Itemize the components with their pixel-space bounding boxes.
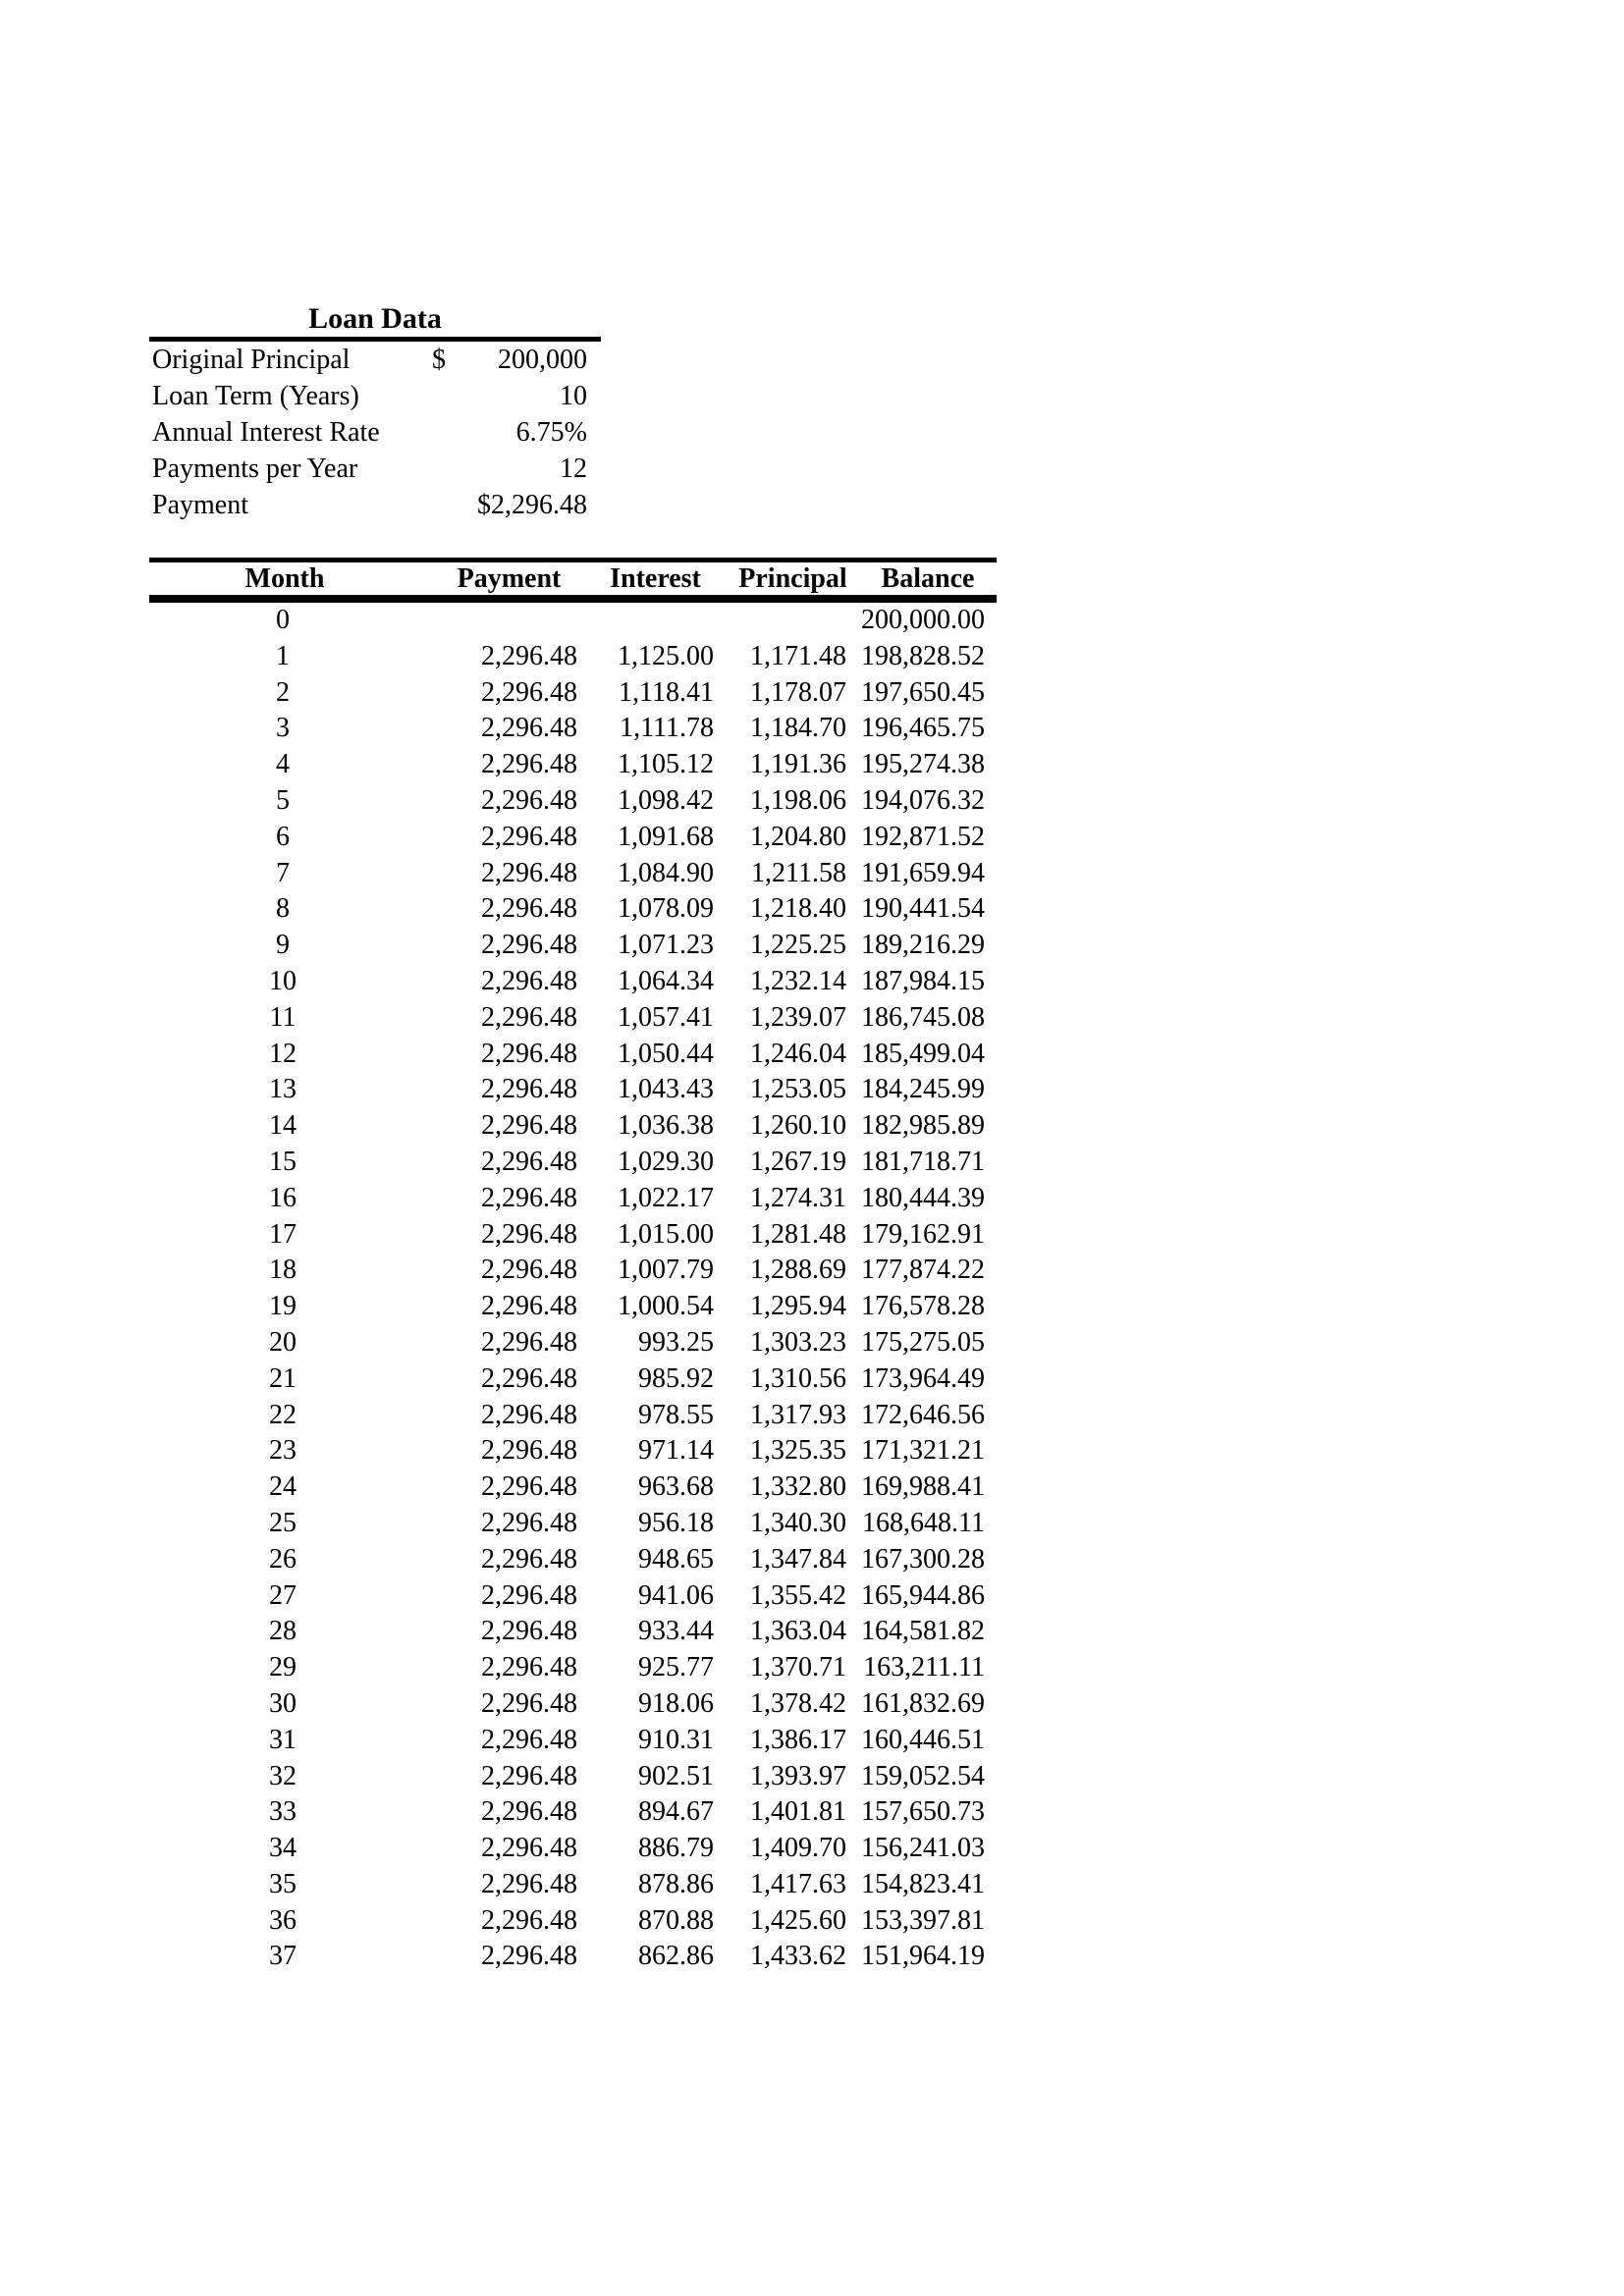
table-row [149, 1469, 997, 1506]
table-row [149, 1289, 997, 1325]
balance-cell: 197,650.45 [861, 676, 985, 708]
interest-cell: 1,118.41 [619, 676, 714, 708]
interest-cell: 918.06 [638, 1687, 714, 1719]
table-row [149, 1108, 997, 1145]
payment-cell [416, 599, 582, 639]
table-row [149, 1831, 997, 1867]
principal-cell: 1,433.62 [750, 1941, 846, 1972]
balance-cell: 164,581.82 [861, 1616, 985, 1647]
table-row [149, 1614, 997, 1650]
loan-data-title: Loan Data [308, 302, 442, 335]
interest-cell: 956.18 [638, 1507, 714, 1538]
interest-cell: 1,043.43 [618, 1074, 714, 1105]
month-cell: 13 [269, 1074, 297, 1105]
principal-cell: 1,303.23 [750, 1326, 846, 1358]
balance-cell: 161,832.69 [861, 1687, 985, 1719]
balance-cell: 157,650.73 [861, 1796, 985, 1828]
table-row [149, 1037, 997, 1073]
table-row [149, 1000, 997, 1037]
interest-cell: 910.31 [638, 1724, 714, 1755]
month-cell: 2 [276, 676, 290, 708]
principal-cell: 1,178.07 [750, 676, 846, 708]
balance-cell: 182,985.89 [861, 1110, 985, 1142]
payment-cell: 2,296.48 [481, 1471, 577, 1503]
month-cell: 7 [276, 857, 290, 888]
principal-cell: 1,425.60 [750, 1904, 846, 1936]
balance-cell: 180,444.39 [861, 1182, 985, 1213]
loan-field-value: 200,000 [498, 345, 587, 375]
loan-field-value: $2,296.48 [477, 490, 587, 520]
principal-cell: 1,417.63 [750, 1868, 846, 1899]
interest-cell: 971.14 [638, 1435, 714, 1467]
principal-cell: 1,310.56 [750, 1362, 846, 1394]
table-row [149, 675, 997, 712]
balance-cell: 160,446.51 [861, 1724, 985, 1755]
principal-cell: 1,198.06 [750, 784, 846, 816]
principal-cell: 1,184.70 [750, 713, 846, 744]
principal-cell: 1,246.04 [750, 1038, 846, 1069]
balance-cell: 185,499.04 [861, 1038, 985, 1069]
interest-cell: 978.55 [638, 1399, 714, 1430]
payment-cell: 2,296.48 [481, 1326, 577, 1358]
balance-cell: 156,241.03 [861, 1833, 985, 1864]
principal-cell: 1,340.30 [750, 1507, 846, 1538]
loan-data-row [149, 487, 601, 523]
interest-cell: 1,029.30 [618, 1146, 714, 1177]
amortization-table-body [149, 599, 997, 1975]
loan-field-label: Loan Term (Years) [152, 381, 359, 411]
payment-cell: 2,296.48 [481, 893, 577, 925]
payment-cell: 2,296.48 [481, 784, 577, 816]
month-cell: 28 [269, 1616, 297, 1647]
payment-cell: 2,296.48 [481, 640, 577, 671]
interest-cell: 1,105.12 [618, 749, 714, 780]
principal-cell: 1,191.36 [750, 749, 846, 780]
loan-data-row [149, 451, 601, 487]
column-header-month: Month [149, 561, 416, 600]
principal-cell: 1,393.97 [750, 1760, 846, 1791]
interest-cell [582, 599, 719, 639]
table-row [149, 783, 997, 820]
principal-cell: 1,295.94 [750, 1291, 846, 1322]
payment-cell: 2,296.48 [481, 713, 577, 744]
payment-cell: 2,296.48 [481, 1074, 577, 1105]
column-header-balance: Balance [851, 561, 997, 600]
payment-cell: 2,296.48 [481, 1291, 577, 1322]
month-cell: 19 [269, 1291, 297, 1322]
month-cell: 9 [276, 930, 290, 961]
loan-field-label: Payments per Year [152, 454, 358, 484]
interest-cell: 1,071.23 [618, 930, 714, 961]
month-cell: 24 [269, 1471, 297, 1503]
table-row [149, 1072, 997, 1108]
payment-cell: 2,296.48 [481, 1652, 577, 1683]
payment-cell: 2,296.48 [481, 1182, 577, 1213]
balance-cell: 198,828.52 [861, 640, 985, 671]
principal-cell: 1,355.42 [750, 1579, 846, 1611]
balance-cell: 165,944.86 [861, 1579, 985, 1611]
loan-field-value: 10 [560, 381, 587, 411]
interest-cell: 925.77 [638, 1652, 714, 1683]
table-row [149, 856, 997, 892]
payment-cell: 2,296.48 [481, 1218, 577, 1250]
loan-field-label: Payment [152, 490, 248, 520]
balance-cell: 187,984.15 [861, 965, 985, 996]
payment-cell: 2,296.48 [481, 1399, 577, 1430]
payment-cell: 2,296.48 [481, 1255, 577, 1286]
month-cell: 0 [276, 605, 290, 635]
balance-cell: 196,465.75 [861, 713, 985, 744]
month-cell: 5 [276, 784, 290, 816]
table-row [149, 1506, 997, 1542]
balance-cell: 168,648.11 [862, 1507, 985, 1538]
table-row [149, 711, 997, 747]
interest-cell: 1,064.34 [618, 965, 714, 996]
principal-cell: 1,409.70 [750, 1833, 846, 1864]
payment-cell: 2,296.48 [481, 1904, 577, 1936]
balance-cell: 172,646.56 [861, 1399, 985, 1430]
table-row [149, 747, 997, 783]
principal-cell: 1,267.19 [750, 1146, 846, 1177]
month-cell: 32 [269, 1760, 297, 1791]
table-row [149, 1145, 997, 1181]
principal-cell [719, 599, 851, 639]
month-cell: 3 [276, 713, 290, 744]
loan-data-rows [149, 342, 601, 523]
table-row [149, 1794, 997, 1831]
amortization-table [149, 558, 997, 1975]
interest-cell: 1,000.54 [618, 1291, 714, 1322]
principal-cell: 1,171.48 [750, 640, 846, 671]
principal-cell: 1,370.71 [750, 1652, 846, 1683]
balance-cell: 191,659.94 [861, 857, 985, 888]
payment-cell: 2,296.48 [481, 749, 577, 780]
table-row [149, 928, 997, 964]
interest-cell: 1,050.44 [618, 1038, 714, 1069]
column-header-interest: Interest [582, 561, 719, 600]
month-cell: 26 [269, 1543, 297, 1575]
interest-cell: 1,098.42 [618, 784, 714, 816]
principal-cell: 1,325.35 [750, 1435, 846, 1467]
payment-cell: 2,296.48 [481, 1435, 577, 1467]
table-row [149, 1650, 997, 1686]
payment-cell: 2,296.48 [481, 1038, 577, 1069]
balance-cell: 176,578.28 [861, 1291, 985, 1322]
payment-cell: 2,296.48 [481, 1796, 577, 1828]
principal-cell: 1,347.84 [750, 1543, 846, 1575]
balance-cell: 192,871.52 [861, 821, 985, 852]
month-cell: 30 [269, 1687, 297, 1719]
table-row [149, 820, 997, 856]
balance-cell: 167,300.28 [861, 1543, 985, 1575]
balance-cell: 189,216.29 [861, 930, 985, 961]
payment-cell: 2,296.48 [481, 1868, 577, 1899]
payment-cell: 2,296.48 [481, 1507, 577, 1538]
month-cell: 35 [269, 1868, 297, 1899]
interest-cell: 878.86 [638, 1868, 714, 1899]
month-cell: 18 [269, 1255, 297, 1286]
principal-cell: 1,288.69 [750, 1255, 846, 1286]
principal-cell: 1,274.31 [750, 1182, 846, 1213]
interest-cell: 1,007.79 [618, 1255, 714, 1286]
payment-cell: 2,296.48 [481, 1616, 577, 1647]
loan-field-value: 6.75% [515, 417, 587, 448]
month-cell: 25 [269, 1507, 297, 1538]
table-row [149, 1686, 997, 1723]
month-cell: 21 [269, 1362, 297, 1394]
table-row [149, 1217, 997, 1254]
balance-cell: 159,052.54 [861, 1760, 985, 1791]
interest-cell: 902.51 [638, 1760, 714, 1791]
principal-cell: 1,204.80 [750, 821, 846, 852]
interest-cell: 862.86 [638, 1941, 714, 1972]
loan-data-row [149, 342, 601, 378]
payment-cell: 2,296.48 [481, 965, 577, 996]
month-cell: 33 [269, 1796, 297, 1828]
principal-cell: 1,239.07 [750, 1001, 846, 1033]
table-row [149, 1867, 997, 1903]
interest-cell: 1,125.00 [618, 640, 714, 671]
table-row [149, 964, 997, 1000]
month-cell: 20 [269, 1326, 297, 1358]
table-row [149, 1253, 997, 1289]
principal-cell: 1,317.93 [750, 1399, 846, 1430]
interest-cell: 1,057.41 [618, 1001, 714, 1033]
amortization-header-row [149, 561, 997, 600]
balance-cell: 163,211.11 [863, 1652, 985, 1683]
month-cell: 31 [269, 1724, 297, 1755]
column-header-principal: Principal [719, 561, 851, 600]
payment-cell: 2,296.48 [481, 857, 577, 888]
payment-cell: 2,296.48 [481, 821, 577, 852]
payment-cell: 2,296.48 [481, 1579, 577, 1611]
principal-cell: 1,225.25 [750, 930, 846, 961]
month-cell: 17 [269, 1218, 297, 1250]
interest-cell: 1,084.90 [618, 857, 714, 888]
table-row [149, 1398, 997, 1434]
month-cell: 10 [269, 965, 297, 996]
balance-cell: 154,823.41 [861, 1868, 985, 1899]
month-cell: 36 [269, 1904, 297, 1936]
payment-cell: 2,296.48 [481, 930, 577, 961]
interest-cell: 894.67 [638, 1796, 714, 1828]
balance-cell: 173,964.49 [861, 1362, 985, 1394]
principal-cell: 1,363.04 [750, 1616, 846, 1647]
principal-cell: 1,386.17 [750, 1724, 846, 1755]
principal-cell: 1,260.10 [750, 1110, 846, 1142]
payment-cell: 2,296.48 [481, 1110, 577, 1142]
interest-cell: 1,111.78 [620, 713, 714, 744]
principal-cell: 1,218.40 [750, 893, 846, 925]
month-cell: 16 [269, 1182, 297, 1213]
payment-cell: 2,296.48 [481, 1362, 577, 1394]
balance-cell: 181,718.71 [861, 1146, 985, 1177]
month-cell: 22 [269, 1399, 297, 1430]
loan-field-value: 12 [560, 454, 587, 484]
month-cell: 8 [276, 893, 290, 925]
table-row [149, 1325, 997, 1362]
balance-cell: 186,745.08 [861, 1001, 985, 1033]
table-row [149, 1181, 997, 1217]
payment-cell: 2,296.48 [481, 1833, 577, 1864]
interest-cell: 886.79 [638, 1833, 714, 1864]
principal-cell: 1,253.05 [750, 1074, 846, 1105]
balance-cell: 179,162.91 [861, 1218, 985, 1250]
interest-cell: 1,015.00 [618, 1218, 714, 1250]
interest-cell: 985.92 [638, 1362, 714, 1394]
month-cell: 11 [269, 1001, 297, 1033]
payment-cell: 2,296.48 [481, 1687, 577, 1719]
payment-cell: 2,296.48 [481, 1146, 577, 1177]
balance-cell: 195,274.38 [861, 749, 985, 780]
principal-cell: 1,281.48 [750, 1218, 846, 1250]
payment-cell: 2,296.48 [481, 1001, 577, 1033]
loan-data-row [149, 414, 601, 451]
month-cell: 37 [269, 1941, 297, 1972]
table-row [149, 1759, 997, 1795]
interest-cell: 1,036.38 [618, 1110, 714, 1142]
month-cell: 4 [276, 749, 290, 780]
balance-cell: 169,988.41 [861, 1471, 985, 1503]
principal-cell: 1,378.42 [750, 1687, 846, 1719]
month-cell: 12 [269, 1038, 297, 1069]
table-row [149, 639, 997, 675]
month-cell: 15 [269, 1146, 297, 1177]
month-cell: 29 [269, 1652, 297, 1683]
balance-cell: 184,245.99 [861, 1074, 985, 1105]
table-row [149, 599, 997, 639]
table-row [149, 1723, 997, 1759]
principal-cell: 1,232.14 [750, 965, 846, 996]
month-cell: 23 [269, 1435, 297, 1467]
principal-cell: 1,211.58 [751, 857, 846, 888]
table-row [149, 1939, 997, 1975]
table-row [149, 1433, 997, 1469]
interest-cell: 1,091.68 [618, 821, 714, 852]
balance-cell: 153,397.81 [861, 1904, 985, 1936]
balance-cell: 200,000.00 [861, 605, 985, 635]
interest-cell: 1,078.09 [618, 893, 714, 925]
interest-cell: 963.68 [638, 1471, 714, 1503]
month-cell: 14 [269, 1110, 297, 1142]
table-row [149, 1542, 997, 1578]
interest-cell: 933.44 [638, 1616, 714, 1647]
balance-cell: 175,275.05 [861, 1326, 985, 1358]
balance-cell: 177,874.22 [861, 1255, 985, 1286]
loan-field-label: Original Principal [152, 345, 351, 375]
balance-cell: 190,441.54 [861, 893, 985, 925]
principal-cell: 1,401.81 [750, 1796, 846, 1828]
month-cell: 27 [269, 1579, 297, 1611]
column-header-payment: Payment [416, 561, 582, 600]
month-cell: 34 [269, 1833, 297, 1864]
payment-cell: 2,296.48 [481, 1724, 577, 1755]
table-row [149, 1578, 997, 1615]
interest-cell: 993.25 [638, 1326, 714, 1358]
table-row [149, 1903, 997, 1940]
principal-cell: 1,332.80 [750, 1471, 846, 1503]
currency-symbol: $ [432, 345, 446, 375]
payment-cell: 2,296.48 [481, 1543, 577, 1575]
month-cell: 6 [276, 821, 290, 852]
interest-cell: 870.88 [638, 1904, 714, 1936]
interest-cell: 1,022.17 [618, 1182, 714, 1213]
table-row [149, 891, 997, 928]
payment-cell: 2,296.48 [481, 676, 577, 708]
loan-data-row [149, 378, 601, 414]
interest-cell: 948.65 [638, 1543, 714, 1575]
loan-field-label: Annual Interest Rate [152, 417, 380, 448]
balance-cell: 171,321.21 [861, 1435, 985, 1467]
payment-cell: 2,296.48 [481, 1941, 577, 1972]
balance-cell: 194,076.32 [861, 784, 985, 816]
interest-cell: 941.06 [638, 1579, 714, 1611]
table-row [149, 1362, 997, 1398]
month-cell: 1 [276, 640, 290, 671]
payment-cell: 2,296.48 [481, 1760, 577, 1791]
balance-cell: 151,964.19 [861, 1941, 985, 1972]
